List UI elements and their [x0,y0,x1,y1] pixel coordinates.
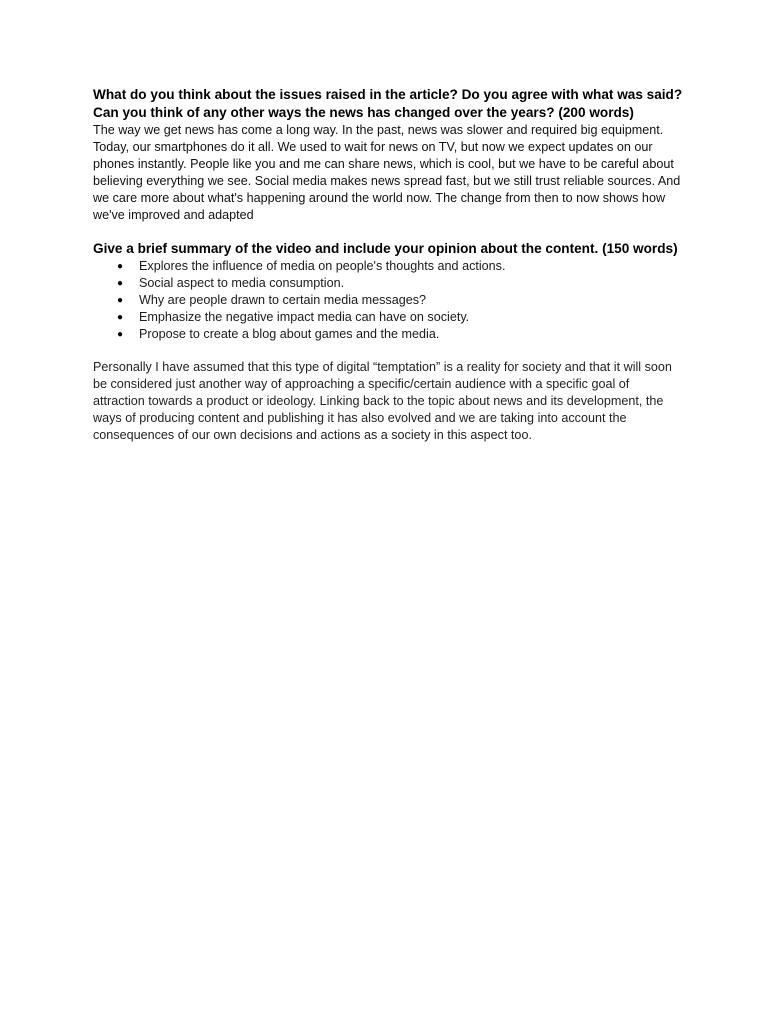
bullet-text: Why are people drawn to certain media messages? [139,293,427,307]
bullet-icon: ● [117,312,124,323]
bullet-text: Propose to create a blog about games and the media. [139,327,440,341]
bullet-text: Explores the influence of media on people's thoughts and actions. [139,259,506,273]
bullet-icon: ● [117,295,124,306]
answer-1: The way we get news has come a long way. In the past, news was slower and required big equipment. Today, our smartphones do it all. We used to wait for news on TV, but now we expect updates on our phones instantly. People like you and me can share news, which is cool, but we have to be careful about believing everything we see. Social media makes news spread fast, but we still trust reliable sources. And we care more about what's happening around the world now. The change from then to now shows how we've improved and adapted [93,123,681,222]
question-1: What do you think about the issues raised in the article? Do you agree with what was said? Can you think of any other ways the news has changed over the years? (200 words) [93,87,683,120]
document-page [93,86,683,444]
question-2: Give a brief summary of the video and include your opinion about the content. (150 words) [93,241,678,256]
list-item [93,292,683,309]
list-item [93,326,683,343]
list-item [93,258,683,275]
summary-bullet-list [93,258,683,343]
bullet-icon: ● [117,261,124,272]
bullet-text: Emphasize the negative impact media can have on society. [139,310,470,324]
bullet-icon: ● [117,278,124,289]
list-item [93,275,683,292]
bullet-text: Social aspect to media consumption. [139,276,345,290]
bullet-icon: ● [117,329,124,340]
list-item [93,309,683,326]
opinion-paragraph: Personally I have assumed that this type of digital “temptation” is a reality for society and that it will soon be considered just another way of approaching a specific/certain audience with a specific goal of attraction towards a product or ideology. Linking back to the topic about news and its development, the ways of producing content and publishing it has also evolved and we are taking into account the consequences of our own decisions and actions as a society in this aspect too. [93,360,672,442]
